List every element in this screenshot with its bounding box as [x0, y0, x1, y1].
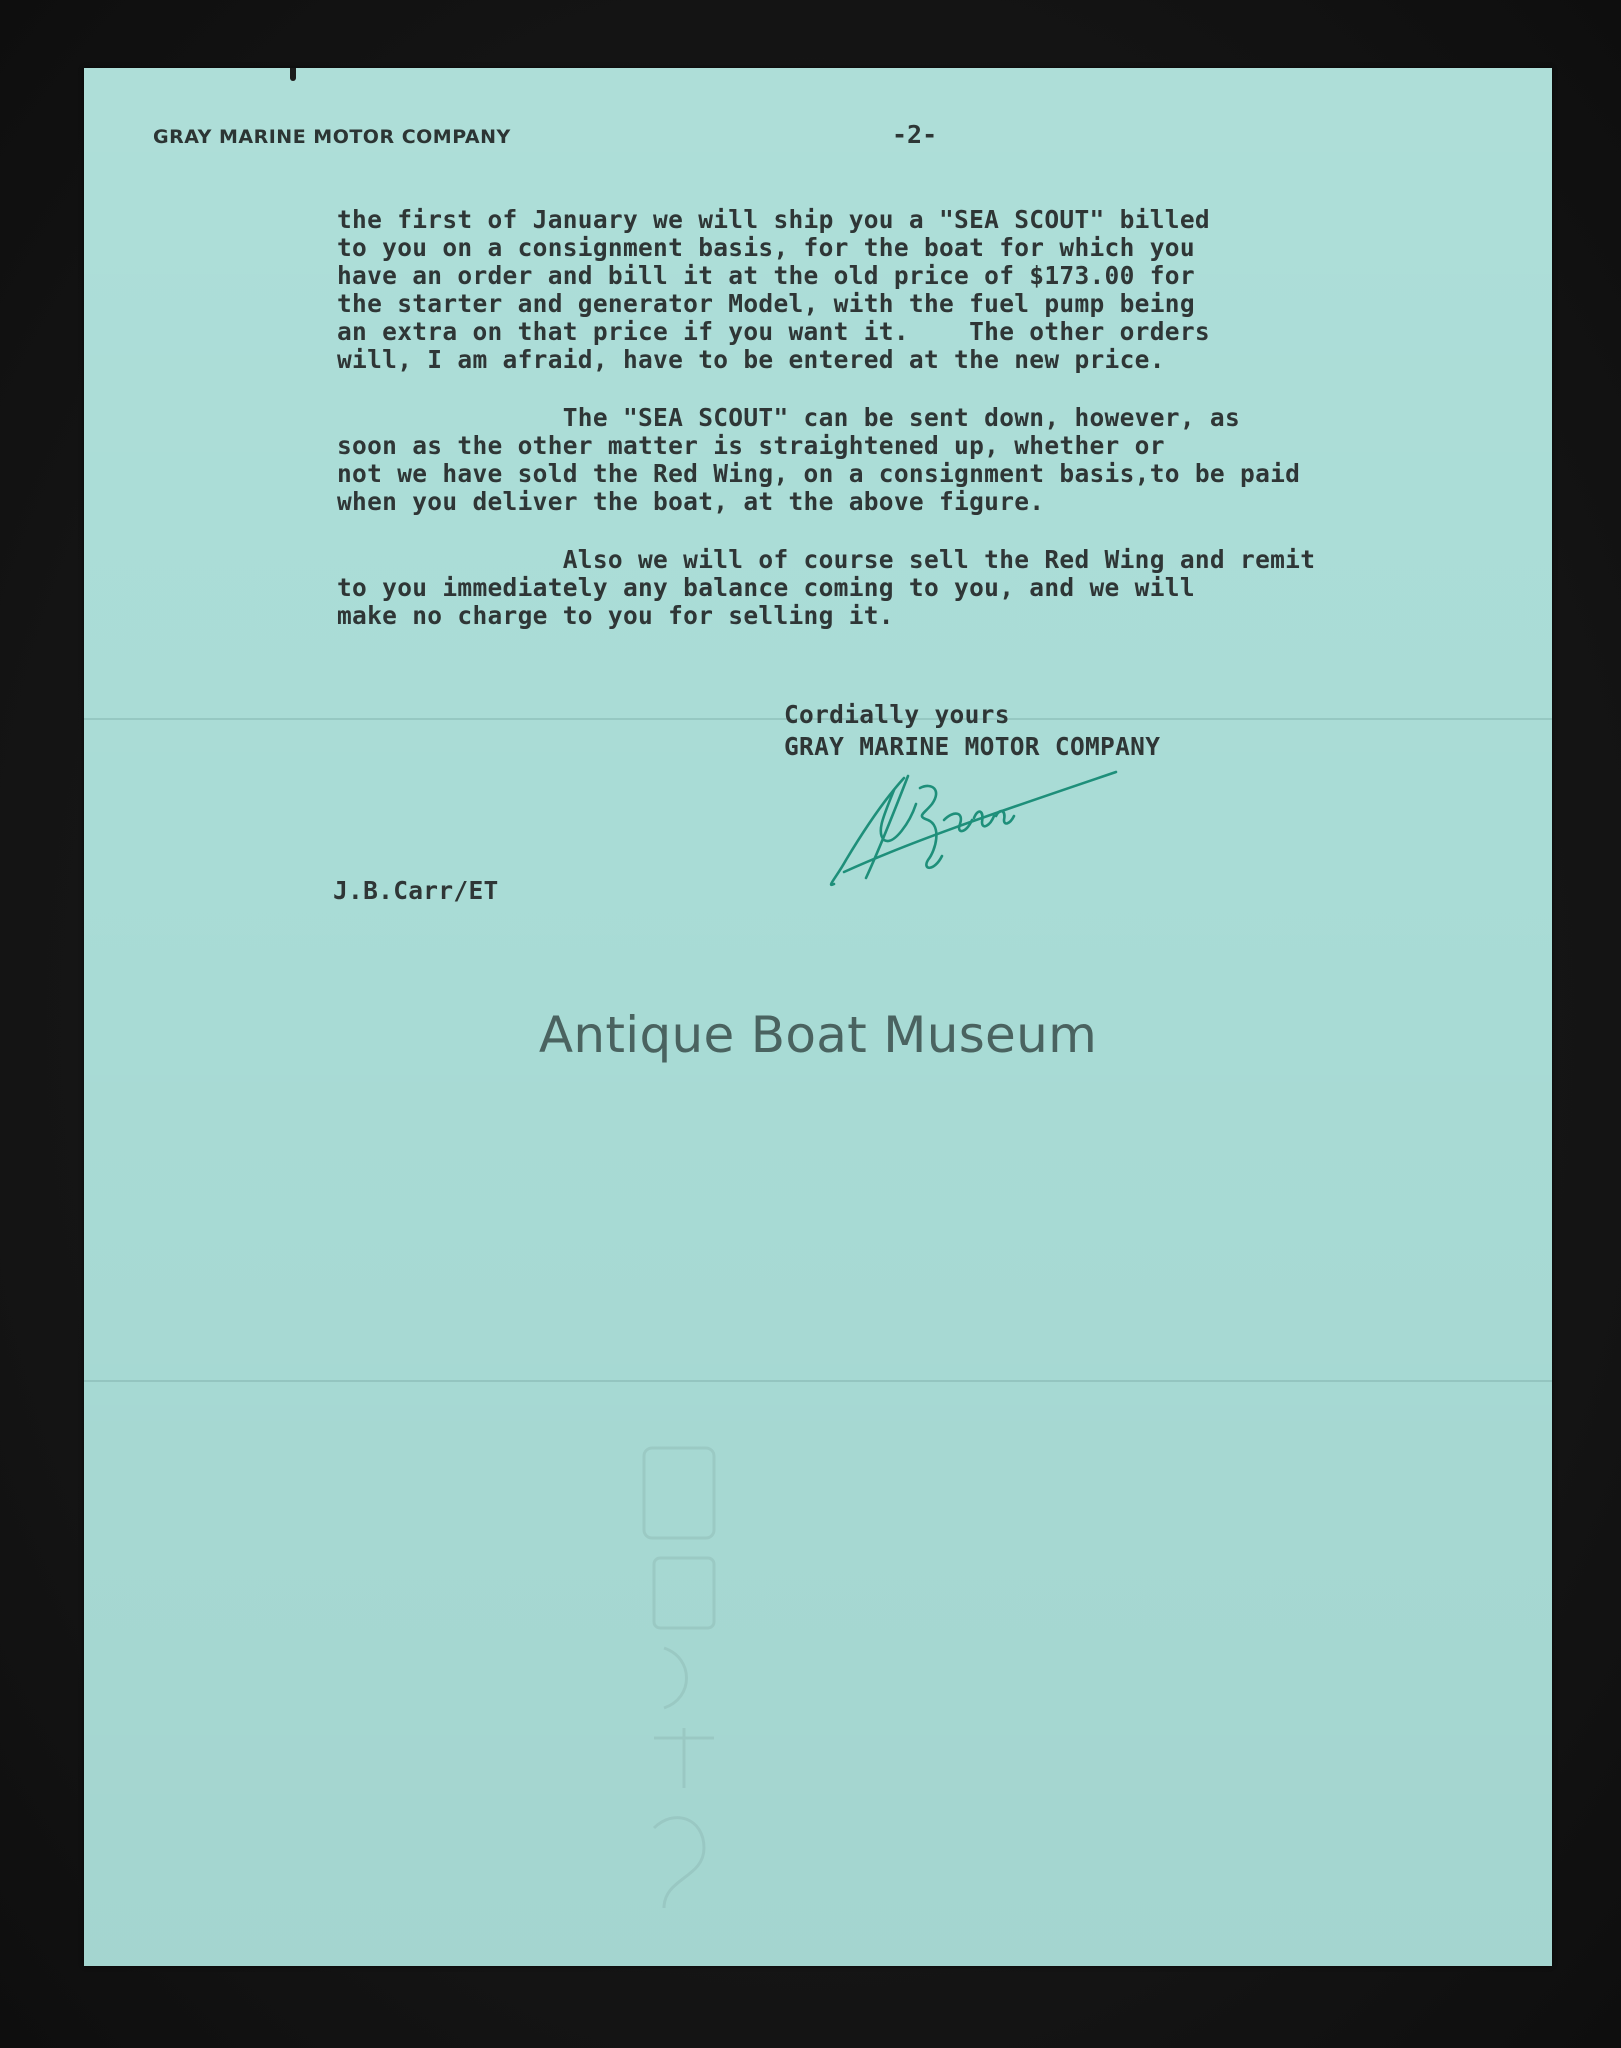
body-line: not we have sold the Red Wing, on a consignment basis,to be paid	[337, 459, 1301, 488]
body-line: when you deliver the boat, at the above figure.	[337, 487, 1045, 516]
typist-initials: J.B.Carr/ET	[333, 876, 499, 905]
body-line: the first of January we will ship you a "SEA SCOUT" billed	[337, 205, 1210, 234]
staple-hole	[290, 68, 296, 81]
body-line: Also we will of course sell the Red Wing and remit	[337, 545, 1316, 574]
body-line: soon as the other matter is straightened up, whether or	[337, 431, 1165, 460]
body-line: to you on a consignment basis, for the boat for which you	[337, 233, 1195, 262]
fold-line	[84, 1380, 1552, 1382]
signature-company: GRAY MARINE MOTOR COMPANY	[784, 732, 1161, 761]
museum-watermark: Antique Boat Museum	[538, 1006, 1098, 1064]
body-line: have an order and bill it at the old price of $173.00 for	[337, 261, 1195, 290]
body-line: The "SEA SCOUT" can be sent down, however, as	[337, 403, 1241, 432]
body-line: an extra on that price if you want it. The other orders	[337, 317, 1210, 346]
closing: Cordially yours	[784, 700, 1010, 729]
body-line: will, I am afraid, have to be entered at the new price.	[337, 345, 1165, 374]
body-line: to you immediately any balance coming to you, and we will	[337, 573, 1195, 602]
letterhead: GRAY MARINE MOTOR COMPANY	[153, 126, 511, 148]
handwritten-signature	[824, 760, 1124, 900]
body-line: make no charge to you for selling it.	[337, 601, 894, 630]
body-line: the starter and generator Model, with the fuel pump being	[337, 289, 1195, 318]
page-number: -2-	[892, 120, 938, 149]
letter-page	[84, 68, 1552, 1966]
bleed-through-mark	[554, 1428, 814, 1988]
